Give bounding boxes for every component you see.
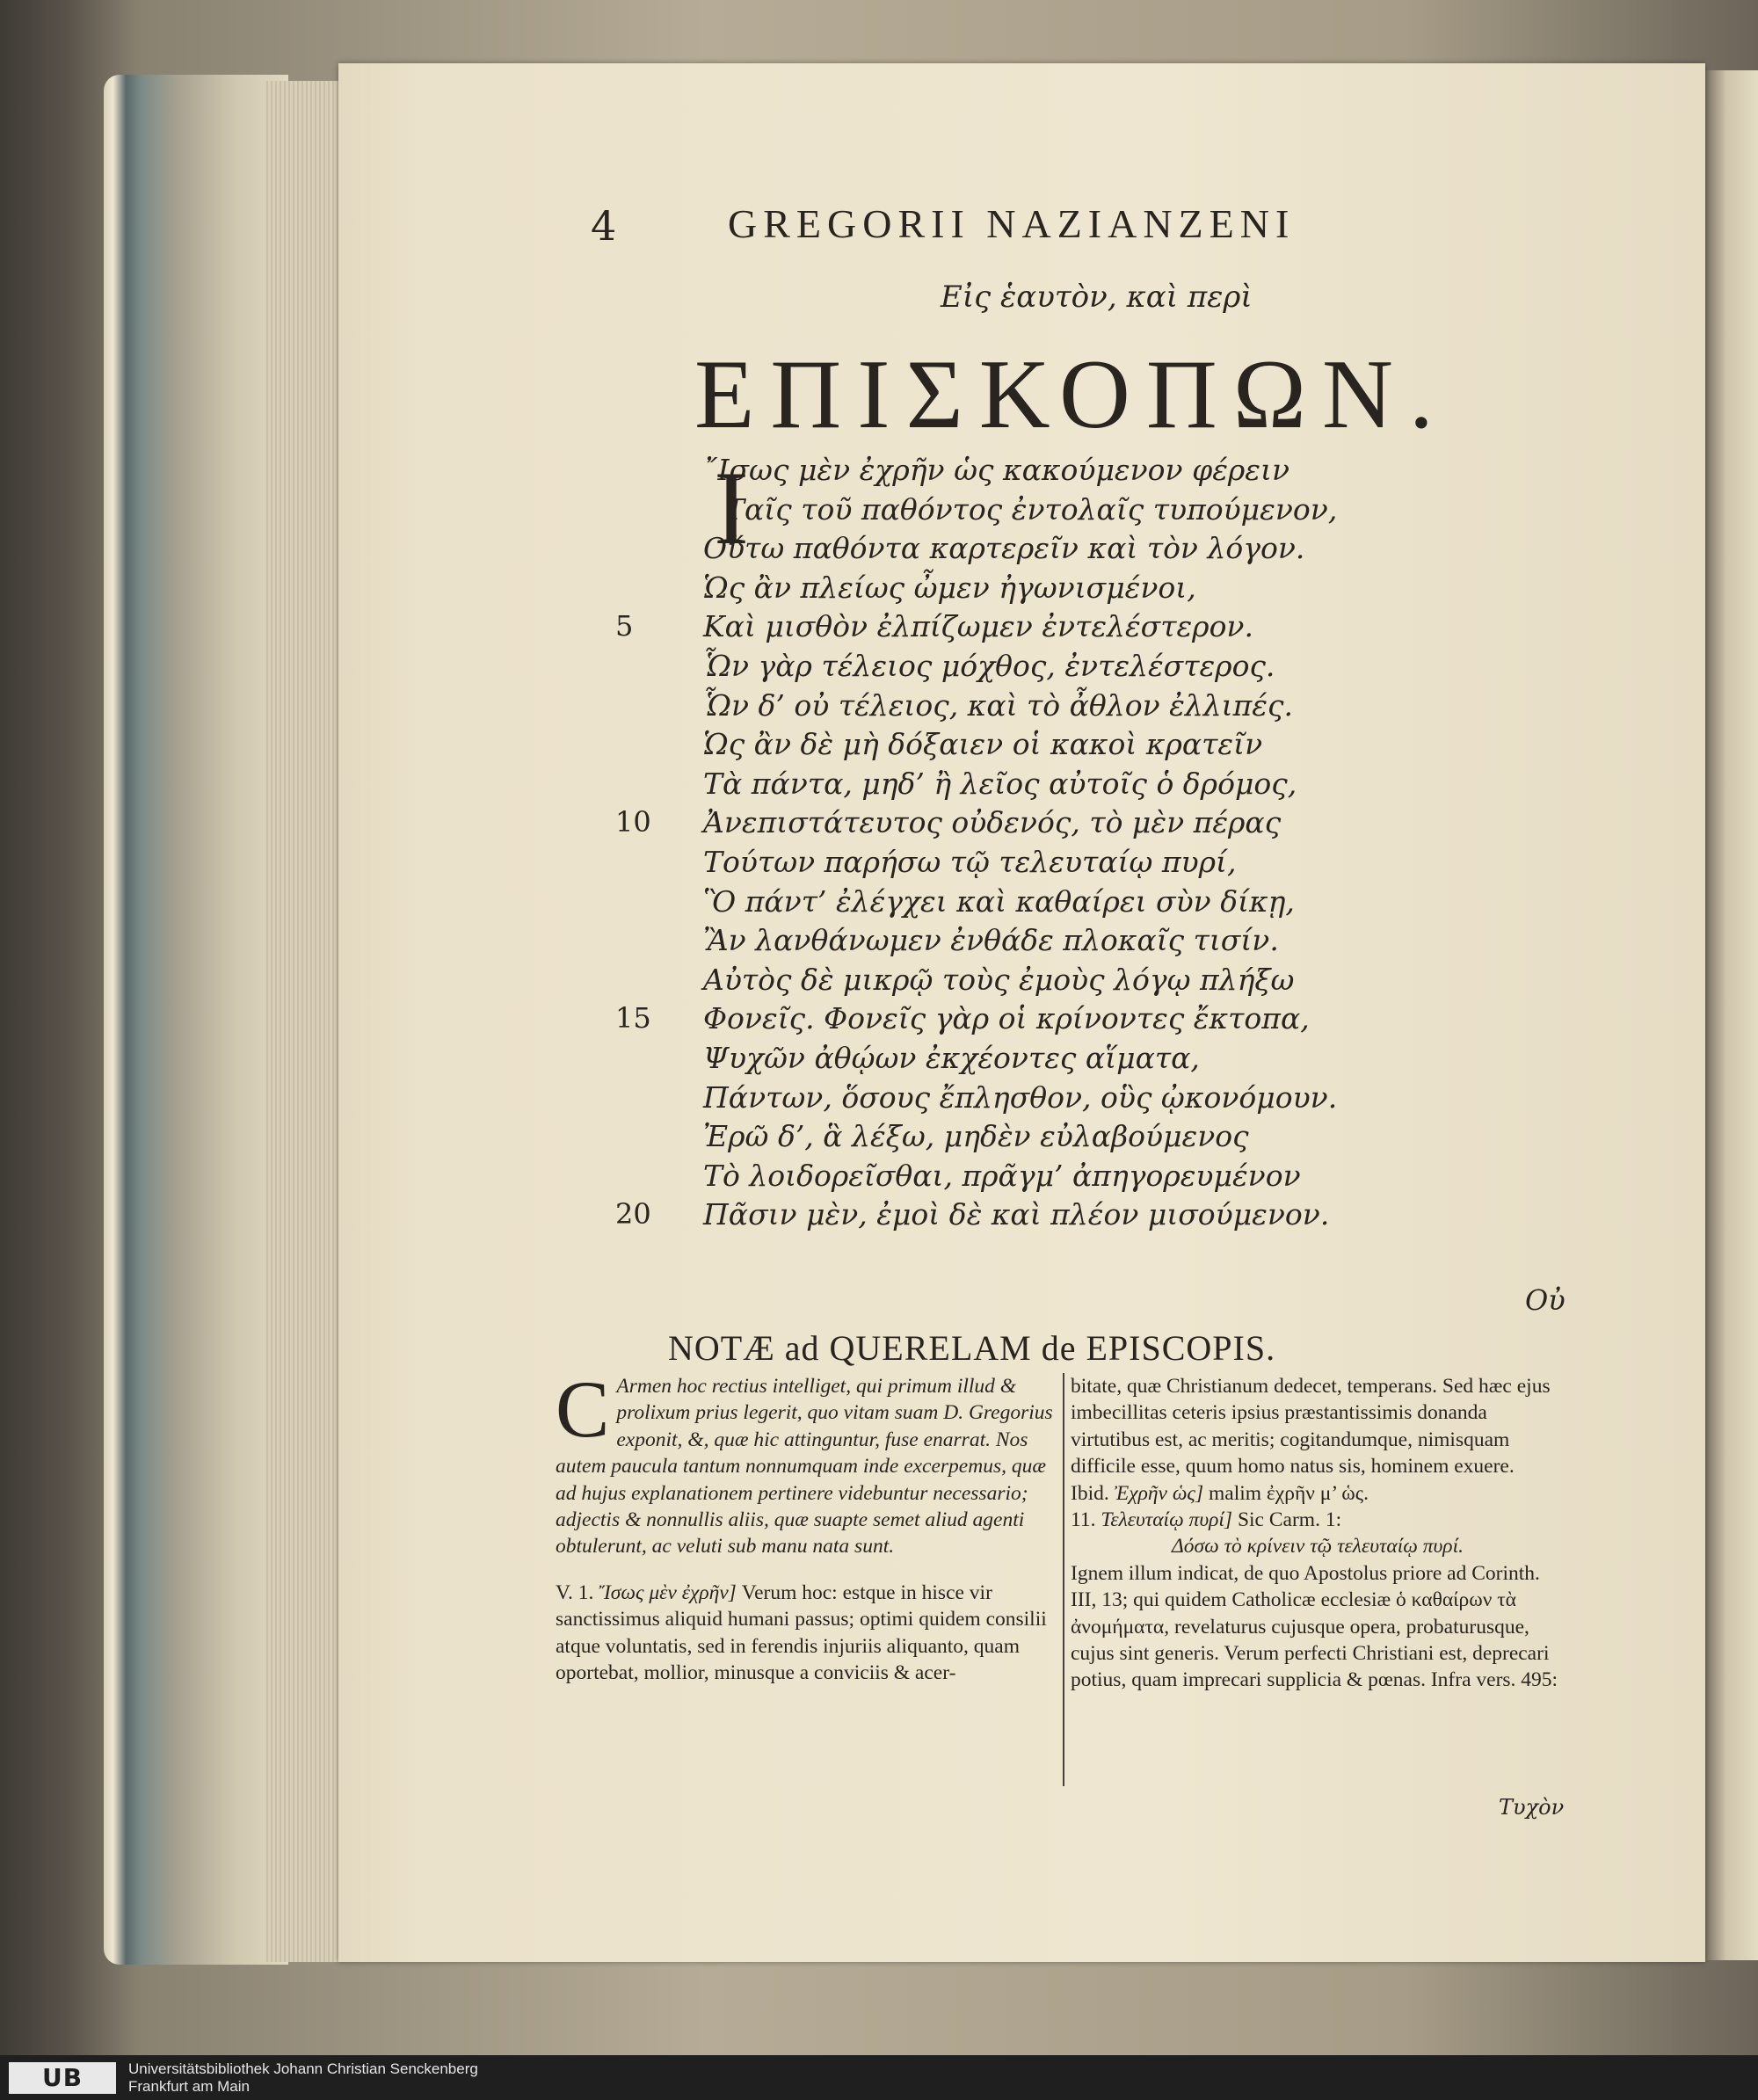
poem-line: [615, 1119, 1371, 1159]
poem-line: [615, 805, 1371, 845]
poem-title: ΕΠΙΣΚΟΠΩΝ.: [694, 340, 1449, 449]
poem-line: [615, 1197, 1371, 1237]
facing-page-edge: [1705, 70, 1758, 1960]
line-text: Ὧν γὰρ τέλειος μόχθος, ἐντελέστερος.: [703, 648, 1275, 683]
line-text: Ὡς ἂν πλείως ὦμεν ἠγωνισμένοι,: [703, 570, 1196, 605]
poem-drop-cap: Ι: [714, 449, 749, 566]
ub-logo: UB: [9, 2062, 116, 2094]
notes-right-column: [1071, 1373, 1565, 1694]
library-city: Frankfurt am Main: [128, 2078, 250, 2095]
notes-heading: NOTÆ ad QUERELAM de EPISCOPIS.: [668, 1328, 1276, 1368]
note-ibid-text: malim ἐχρῆν μ’ ὡς.: [1209, 1481, 1369, 1505]
notes-drop-cap: C: [556, 1364, 610, 1454]
poem-line: [615, 688, 1371, 728]
library-name: Universitätsbibliothek Johann Christian Senckenberg: [128, 2060, 478, 2077]
poem-line: [615, 1159, 1371, 1198]
line-text: Ἀνεπιστάτευτος οὐδενός, τὸ μὲν πέρας: [703, 805, 1282, 840]
line-text: Ψυχῶν ἀθῴων ἐκχέοντες αἵματα,: [703, 1040, 1200, 1075]
line-number: 5: [615, 609, 634, 643]
note-v1-greek: Ἴσως μὲν ἐχρῆν]: [599, 1580, 737, 1604]
line-number: 10: [615, 805, 651, 839]
poem-line: [615, 453, 1371, 492]
poem-line: [615, 492, 1371, 532]
poem-line: [615, 1001, 1371, 1041]
note-v1-text: Verum hoc: estque in hisce vir sanctissimus aliquid humani passus; optimi quidem consilii atque voluntatis, sed in ferendis injuriis aliquanto, quam oportebat, mollior, minusque a conviciis & acer-: [556, 1580, 1047, 1685]
page-number: 4: [591, 202, 617, 250]
note-v11-label: 11.: [1071, 1508, 1096, 1532]
line-number: 20: [615, 1197, 651, 1232]
poem-line: [615, 963, 1371, 1002]
note-v11: [1071, 1507, 1565, 1533]
line-text: Τούτων παρήσω τῷ τελευταίῳ πυρί,: [703, 844, 1237, 879]
footer-bar: [0, 2055, 1758, 2100]
line-text: Φονεῖς. Φονεῖς γὰρ οἱ κρίνοντες ἔκτοπα,: [703, 1001, 1310, 1036]
notes-catchword: Τυχὸν: [1499, 1795, 1565, 1820]
running-head: GREGORII NAZIANZENI: [728, 201, 1296, 246]
note-v1-label: V. 1.: [556, 1580, 594, 1604]
line-text: Καὶ μισθὸν ἐλπίζωμεν ἐντελέστερον.: [703, 609, 1253, 644]
line-text: Τὸ λοιδορεῖσθαι, πρᾶγμ’ ἀπηγορευμένον: [703, 1158, 1301, 1193]
poem-subtitle: Εἰς ἑαυτὸν, καὶ περὶ: [941, 280, 1253, 315]
column-divider: [1063, 1373, 1064, 1786]
poem-line: [615, 1080, 1371, 1120]
poem-line: [615, 531, 1371, 570]
poem-line: [615, 570, 1371, 610]
poem-line: [615, 1041, 1371, 1080]
note-v1: [556, 1580, 1058, 1687]
line-text: Αὐτὸς δὲ μικρῷ τοὺς ἐμοὺς λόγῳ πλήξω: [703, 962, 1295, 997]
poem-line: [615, 845, 1371, 884]
line-text: Πάντων, ὅσους ἔπλησθον, οὓς ᾠκονόμουν.: [703, 1079, 1338, 1115]
poem-line: [615, 767, 1371, 806]
poem-catchword: Οὐ: [1525, 1283, 1565, 1317]
poem-line: [615, 609, 1371, 649]
line-text: Ταῖς τοῦ παθόντος ἐντολαῖς τυπούμενον,: [725, 491, 1338, 527]
line-text: Ὃ πάντ’ ἐλέγχει καὶ καθαίρει σὺν δίκῃ,: [703, 883, 1295, 919]
line-number: 15: [615, 1001, 651, 1035]
poem-line: [615, 923, 1371, 963]
note-ibid-greek: Ἐχρῆν ὡς]: [1114, 1481, 1204, 1505]
line-text: Τὰ πάντα, μηδ’ ἢ λεῖος αὐτοῖς ὁ δρόμος,: [703, 766, 1297, 801]
line-text: Ἐρῶ δ’, ἃ λέξω, μηδὲν εὐλαβούμενος: [703, 1119, 1249, 1154]
poem-line: [615, 727, 1371, 767]
note-v11-greek: Τελευταίῳ πυρί]: [1101, 1508, 1233, 1532]
poem-verses: [615, 449, 1371, 1237]
note-ibid: [1071, 1480, 1565, 1507]
line-text: ῎Ισως μὲν ἐχρῆν ὡς κακούμενον φέρειν: [703, 453, 1290, 487]
note-ibid-label: Ibid.: [1071, 1481, 1109, 1505]
note-v11-text: Sic Carm. 1:: [1237, 1508, 1342, 1532]
notes-left-column: [556, 1364, 1058, 1686]
book-fore-edge: [104, 75, 288, 1965]
note-continuation: bitate, quæ Christianum dedecet, temperans. Sed hæc ejus imbecillitas ceteris ipsius præstantissimis donanda virtutibus est, ac meritis; cogitandumque, nimisquam difficile esse, quum homo natus sis, hominem exuere.: [1071, 1375, 1551, 1479]
line-text: Πᾶσιν μὲν, ἐμοὶ δὲ καὶ πλέον μισούμενον.: [703, 1197, 1330, 1232]
line-text: Ἂν λανθάνωμεν ἐνθάδε πλοκαῖς τισίν.: [703, 923, 1279, 958]
line-text: Ὡς ἂν δὲ μὴ δόξαιεν οἱ κακοὶ κρατεῖν: [703, 727, 1263, 762]
poem-line: [615, 884, 1371, 924]
note-closing: Ignem illum indicat, de quo Apostolus priore ad Corinth. III, 13; qui quidem Catholicæ ecclesiæ ὁ καθαίρων τὰ ἀνομήματα, revelaturus cujusque opera, probaturusque, cujus sint generis. Verum perfecti Christiani est, deprecari potius, quam imprecari supplicia & pœnas. Infra vers. 495:: [1071, 1561, 1558, 1692]
line-text: Ὧν δ’ οὐ τέλειος, καὶ τὸ ἆθλον ἐλλιπές.: [703, 687, 1293, 723]
poem-line: [615, 649, 1371, 688]
note-v11-quote: Δόσω τὸ κρίνειν τῷ τελευταίῳ πυρί.: [1171, 1535, 1464, 1559]
notes-intro: Armen hoc rectius intelliget, qui primum illud & prolixum prius legerit, quo vitam suam D. Gregorius exponit, &, quæ hic attinguntur, fuse enarrat. Nos autem paucula tantum nonnumquam inde excerpemus, quæ ad hujus explanationem pertinere videbuntur necessario; adjectis & nonnullis aliis, quæ suapte semet aliud agenti obtulerunt, ac veluti sub manu nata sunt.: [556, 1375, 1053, 1559]
line-text: Οὕτω παθόντα καρτερεῖν καὶ τὸν λόγον.: [703, 531, 1305, 566]
